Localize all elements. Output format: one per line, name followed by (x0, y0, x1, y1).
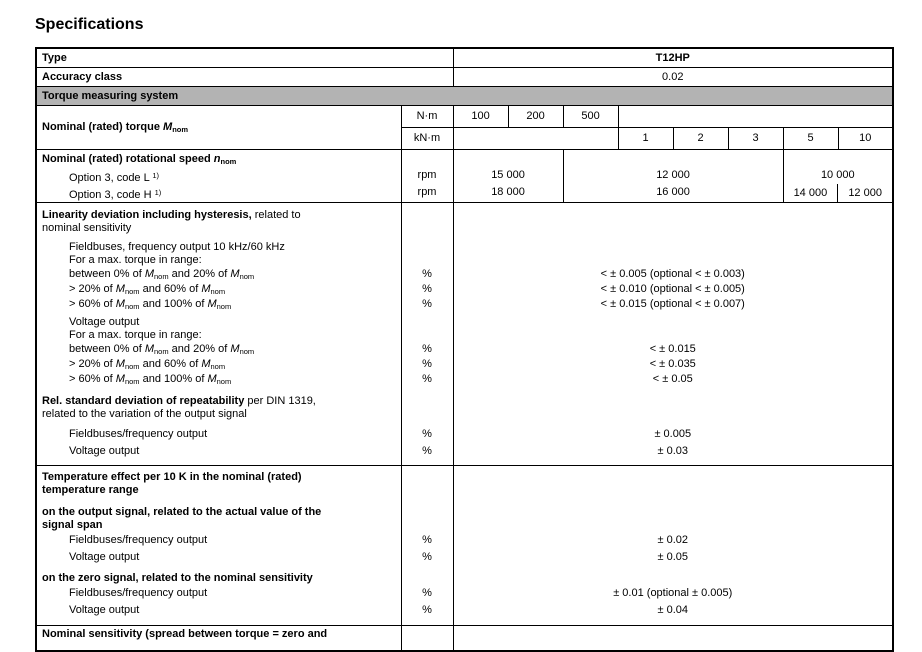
temperature-effect-value-line: ± 0.01 (optional ± 0.005) (613, 586, 733, 599)
unit-rpm: rpm (417, 185, 437, 198)
linearity-and-repeatability-unit-line: % (422, 372, 432, 385)
linearity-and-repeatability-value-line (454, 222, 893, 235)
type-label: Type (36, 48, 453, 67)
torque-value-knm: 1 (618, 127, 673, 149)
temperature-effect-value-line (454, 506, 893, 519)
linearity-and-repeatability-label-line: Rel. standard deviation of repeatability per DIN 1319, (42, 394, 316, 407)
linearity-and-repeatability-label-line: Voltage output (69, 315, 140, 328)
temperature-effect-label-line: Fieldbuses/frequency output (69, 533, 208, 546)
row-accuracy-class (36, 67, 893, 86)
linearity-and-repeatability-unit-line: % (422, 297, 432, 310)
linearity-and-repeatability-unit-line: % (422, 342, 432, 355)
linearity-and-repeatability-unit-line: % (422, 357, 432, 370)
linearity-and-repeatability-value-line (454, 316, 893, 329)
torque-value-knm: 2 (673, 127, 728, 149)
linearity-and-repeatability-value-line: < ± 0.035 (649, 357, 696, 370)
temperature-effect-unit-line: % (422, 533, 432, 546)
temperature-values (453, 465, 893, 625)
temperature-effect-value-line: ± 0.05 (657, 550, 689, 563)
linearity-and-repeatability-unit-line (402, 222, 453, 235)
temperature-effect-unit-line: % (422, 586, 432, 599)
row-section-band (36, 86, 893, 105)
speed-option-l: Option 3, code L $^{1)}$ (69, 170, 160, 184)
torque-value-knm: 10 (838, 127, 893, 149)
cell-empty (401, 625, 453, 651)
accuracy-label: Accuracy class (36, 67, 453, 86)
nominal-torque-label: Nominal (rated) torque Mnom (36, 105, 401, 149)
speed-heading: Nominal (rated) rotational speed nnom (42, 152, 237, 166)
accuracy-value: 0.02 (453, 67, 893, 86)
type-value: T12HP (453, 48, 893, 67)
temperature-effect-value-line: ± 0.04 (657, 603, 689, 616)
temperature-effect-unit-line: % (422, 603, 432, 616)
unit-knm: kN·m (401, 127, 453, 149)
temperature-effect-value-line (454, 484, 893, 497)
linearity-and-repeatability-value-line (454, 408, 893, 421)
temperature-effect-label-line: Voltage output (69, 603, 140, 616)
temperature-effect-label-line: on the zero signal, related to the nominal sensitivity (42, 571, 313, 584)
linearity-and-repeatability-value-line: < ± 0.005 (optional < ± 0.003) (600, 267, 745, 280)
row-linearity-repeatability (36, 202, 893, 465)
temperature-effect-label-line: on the output signal, related to the actual value of the (42, 505, 322, 518)
linearity-units (401, 202, 453, 465)
specifications-table (35, 47, 894, 652)
linearity-and-repeatability-value-line: < ± 0.05 (652, 372, 693, 385)
speed-value: 10 000 (820, 168, 855, 181)
section-band-label: Torque measuring system (36, 86, 893, 105)
linearity-values (453, 202, 893, 465)
speed-group-2 (563, 149, 783, 202)
linearity-and-repeatability-label-line: Fieldbuses/frequency output (69, 427, 208, 440)
linearity-and-repeatability-unit-line: % (422, 427, 432, 440)
linearity-and-repeatability-label-line: > 20% of Mnom and 60% of Mnom (69, 282, 226, 296)
temperature-effect-unit-line (402, 506, 453, 519)
unit-rpm: rpm (417, 168, 437, 181)
linearity-and-repeatability-unit-line: % (422, 267, 432, 280)
linearity-and-repeatability-value-line (454, 241, 893, 254)
speed-value: 12 000 (656, 168, 690, 181)
linearity-and-repeatability-value-line: < ± 0.015 (optional < ± 0.007) (600, 297, 745, 310)
temperature-effect-label-line: signal span (42, 518, 103, 531)
linearity-and-repeatability-value-line: ± 0.005 (654, 427, 692, 440)
temperature-labels (36, 465, 401, 625)
linearity-and-repeatability-label-line: For a max. torque in range: (69, 328, 202, 341)
linearity-and-repeatability-label-line: > 60% of Mnom and 100% of Mnom (69, 297, 232, 311)
row-temperature-effect (36, 465, 893, 625)
page-title: Specifications (35, 16, 144, 33)
linearity-and-repeatability-unit-line (402, 254, 453, 267)
linearity-and-repeatability-unit-line (402, 316, 453, 329)
torque-value-knm: 5 (783, 127, 838, 149)
linearity-and-repeatability-value-line: < ± 0.010 (optional < ± 0.005) (600, 282, 745, 295)
speed-group-3 (783, 149, 893, 202)
torque-value-nm: 500 (563, 105, 618, 127)
linearity-and-repeatability-label-line: Linearity deviation including hysteresis, related to (42, 208, 301, 221)
linearity-and-repeatability-unit-line (402, 329, 453, 342)
row-rotational-speed (36, 149, 893, 202)
speed-value: 15 000 (491, 168, 525, 181)
temperature-effect-unit-line (402, 519, 453, 532)
temperature-effect-value-line (454, 519, 893, 532)
partial-row-label: Nominal sensitivity (spread between torque = zero and (36, 625, 401, 651)
temperature-effect-label-line: Voltage output (69, 550, 140, 563)
cell-empty (453, 625, 893, 651)
linearity-and-repeatability-unit-line (402, 209, 453, 222)
cell-empty (453, 127, 618, 149)
speed-group-1 (453, 149, 563, 202)
row-nominal-torque-nm (36, 105, 893, 127)
linearity-and-repeatability-label-line: between 0% of Mnom and 20% of Mnom (69, 342, 255, 356)
linearity-and-repeatability-unit-line (402, 241, 453, 254)
datasheet-page (0, 15, 922, 647)
temperature-effect-unit-line: % (422, 550, 432, 563)
temperature-effect-value-line (454, 571, 893, 585)
linearity-and-repeatability-unit-line: % (422, 282, 432, 295)
speed-value: 16 000 (656, 185, 690, 198)
torque-value-nm: 200 (508, 105, 563, 127)
temperature-effect-label-line: Temperature effect per 10 K in the nominal (rated) (42, 470, 302, 483)
linearity-and-repeatability-label-line: > 20% of Mnom and 60% of Mnom (69, 357, 226, 371)
unit-nm: N·m (401, 105, 453, 127)
linearity-labels (36, 202, 401, 465)
speed-option-h: Option 3, code H $^{1)}$ (69, 187, 162, 201)
linearity-and-repeatability-value-line (454, 329, 893, 342)
temperature-effect-value-line (454, 471, 893, 484)
temperature-effect-unit-line (402, 471, 453, 484)
cell-empty (618, 105, 893, 127)
linearity-and-repeatability-label-line: Voltage output (69, 444, 140, 457)
linearity-and-repeatability-label-line: Fieldbuses, frequency output 10 kHz/60 kHz (69, 240, 285, 253)
speed-split-values (784, 184, 893, 202)
linearity-and-repeatability-unit-line: % (422, 444, 432, 457)
linearity-and-repeatability-label-line: between 0% of Mnom and 20% of Mnom (69, 267, 255, 281)
temperature-effect-unit-line (402, 571, 453, 585)
linearity-and-repeatability-value-line: < ± 0.015 (649, 342, 696, 355)
row-partial-clipped (36, 625, 893, 651)
temperature-effect-label-line: temperature range (42, 483, 139, 496)
torque-value-knm: 3 (728, 127, 783, 149)
linearity-and-repeatability-unit-line (402, 408, 453, 421)
linearity-and-repeatability-value-line: ± 0.03 (657, 444, 689, 457)
linearity-and-repeatability-unit-line (402, 395, 453, 408)
speed-value: 18 000 (491, 185, 525, 198)
speed-value: 14 000 (784, 184, 839, 202)
linearity-and-repeatability-label-line: > 60% of Mnom and 100% of Mnom (69, 372, 232, 386)
linearity-and-repeatability-label-line: For a max. torque in range: (69, 253, 202, 266)
linearity-and-repeatability-label-line: related to the variation of the output signal (42, 407, 247, 420)
temperature-units (401, 465, 453, 625)
linearity-and-repeatability-value-line (454, 254, 893, 267)
speed-value: 12 000 (848, 186, 882, 199)
linearity-and-repeatability-value-line (454, 395, 893, 408)
row-type (36, 48, 893, 67)
temperature-effect-label-line: Fieldbuses/frequency output (69, 586, 208, 599)
temperature-effect-unit-line (402, 484, 453, 497)
linearity-and-repeatability-label-line: nominal sensitivity (42, 221, 132, 234)
speed-units (401, 149, 453, 202)
speed-labels (36, 149, 401, 202)
linearity-and-repeatability-value-line (454, 209, 893, 222)
torque-value-nm: 100 (453, 105, 508, 127)
temperature-effect-value-line: ± 0.02 (657, 533, 689, 546)
